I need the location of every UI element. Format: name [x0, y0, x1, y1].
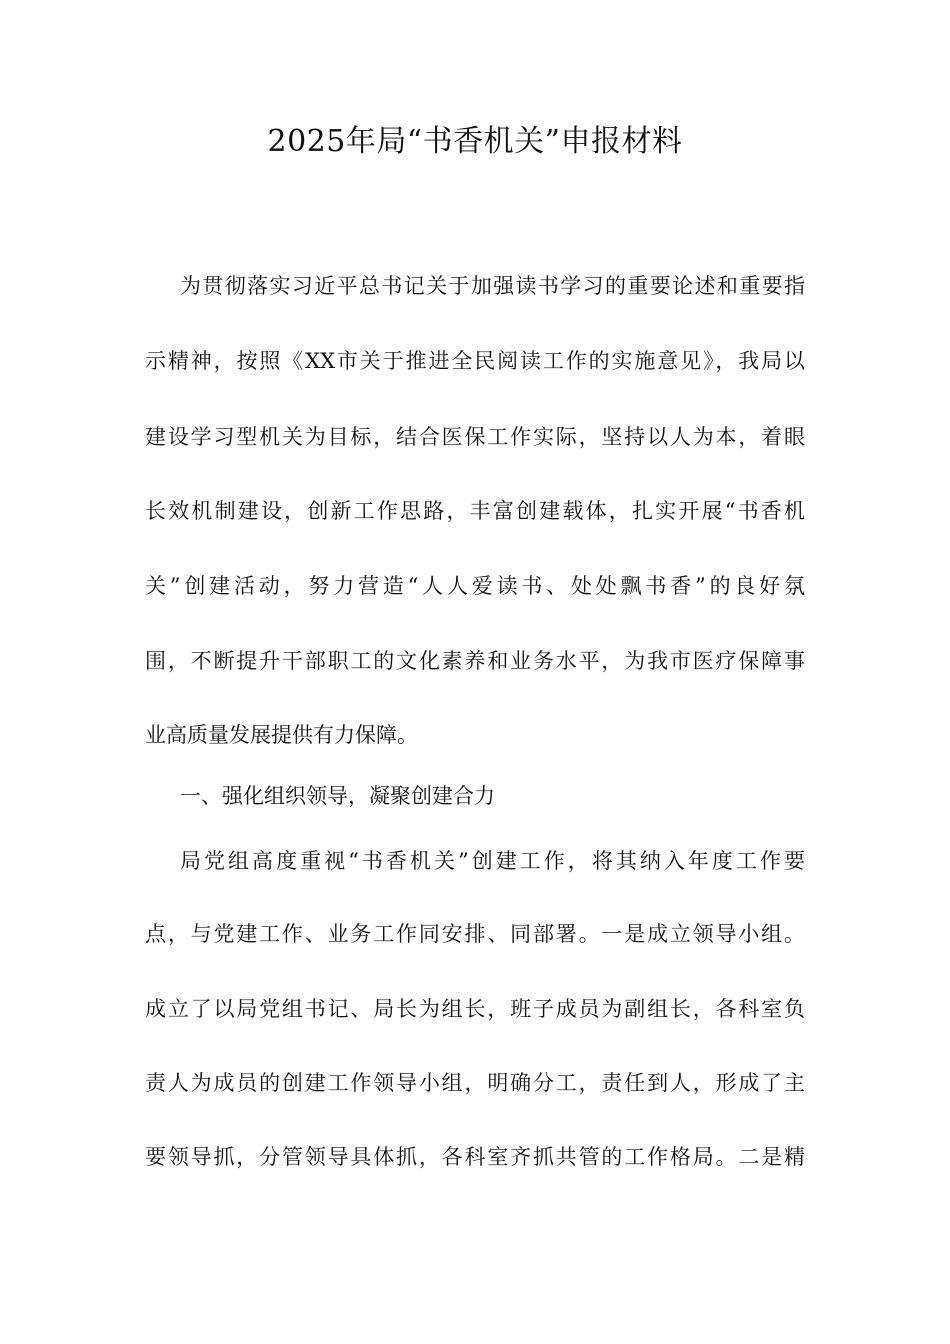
paragraph-line: 业高质量发展提供有力保障。 — [145, 723, 418, 747]
paragraph-line: 要领导抓，分管领导具体抓，各科室齐抓共管的工作格局。二是精 — [145, 1145, 805, 1169]
paragraph-line: 为贯彻落实习近平总书记关于加强读书学习的重要论述和重要指 — [180, 274, 805, 298]
paragraph-line: 责人为成员的创建工作领导小组，明确分工，责任到人，形成了主 — [145, 1071, 805, 1095]
paragraph-line: 局党组高度重视“书香机关”创建工作，将其纳入年度工作要 — [180, 849, 805, 873]
paragraph-line: 建设学习型机关为目标，结合医保工作实际，坚持以人为本，着眼 — [145, 425, 805, 449]
paragraph-line: 长效机制建设，创新工作思路，丰富创建载体，扎实开展“书香机 — [145, 499, 805, 523]
paragraph-line: 围，不断提升干部职工的文化素养和业务水平，为我市医疗保障事 — [145, 649, 805, 673]
paragraph-line: 示精神，按照《XX市关于推进全民阅读工作的实施意见》，我局以 — [145, 349, 805, 373]
paragraph-line: 点，与党建工作、业务工作同安排、同部署。一是成立领导小组。 — [145, 922, 805, 946]
paragraph-line: 关”创建活动，努力营造“人人爱读书、处处飘书香”的良好氛 — [145, 574, 805, 598]
document-title: 2025年局“书香机关”申报材料 — [267, 124, 683, 159]
section-heading: 一、强化组织领导，凝聚创建合力 — [180, 784, 495, 808]
paragraph-line: 成立了以局党组书记、局长为组长，班子成员为副组长，各科室负 — [145, 997, 805, 1021]
